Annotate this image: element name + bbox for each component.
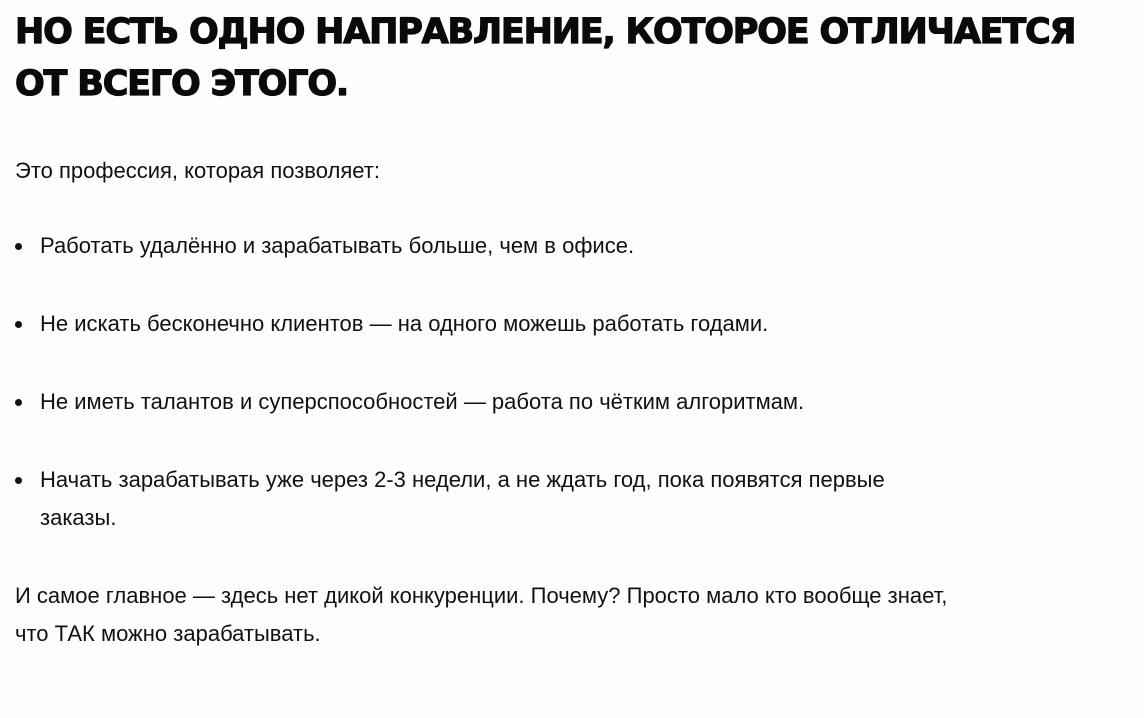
closing-text: И самое главное — здесь нет дикой конкуренции. Почему? Просто мало кто вообще знает, что ТАК можно зарабатывать.	[15, 583, 948, 646]
bullet-icon	[15, 477, 22, 484]
list-item	[15, 305, 1130, 343]
headline	[15, 6, 1130, 110]
bullet-icon	[15, 321, 22, 328]
intro-text: Это профессия, которая позволяет:	[15, 158, 380, 183]
list-item-text: Работать удалённо и зарабатывать больше, чем в офисе.	[40, 233, 635, 258]
list-item	[15, 461, 1130, 537]
list-item-text: Начать зарабатывать уже через 2-3 недели, а не ждать год, пока появятся первые заказы.	[40, 467, 885, 530]
bullet-icon	[15, 399, 22, 406]
bullet-icon	[15, 243, 22, 250]
article-section	[15, 6, 1130, 653]
list-item-text: Не искать бесконечно клиентов — на одного можешь работать годами.	[40, 311, 769, 336]
list-item	[15, 227, 1130, 265]
headline-line-2: ОТ ВСЕГО ЭТОГО.	[15, 64, 348, 104]
benefits-list	[15, 227, 1130, 537]
headline-line-1: НО ЕСТЬ ОДНО НАПРАВЛЕНИЕ, КОТОРОЕ ОТЛИЧАЕТСЯ	[15, 12, 1076, 52]
list-item	[15, 383, 1130, 421]
list-item-text: Не иметь талантов и суперспособностей — работа по чётким алгоритмам.	[40, 389, 805, 414]
